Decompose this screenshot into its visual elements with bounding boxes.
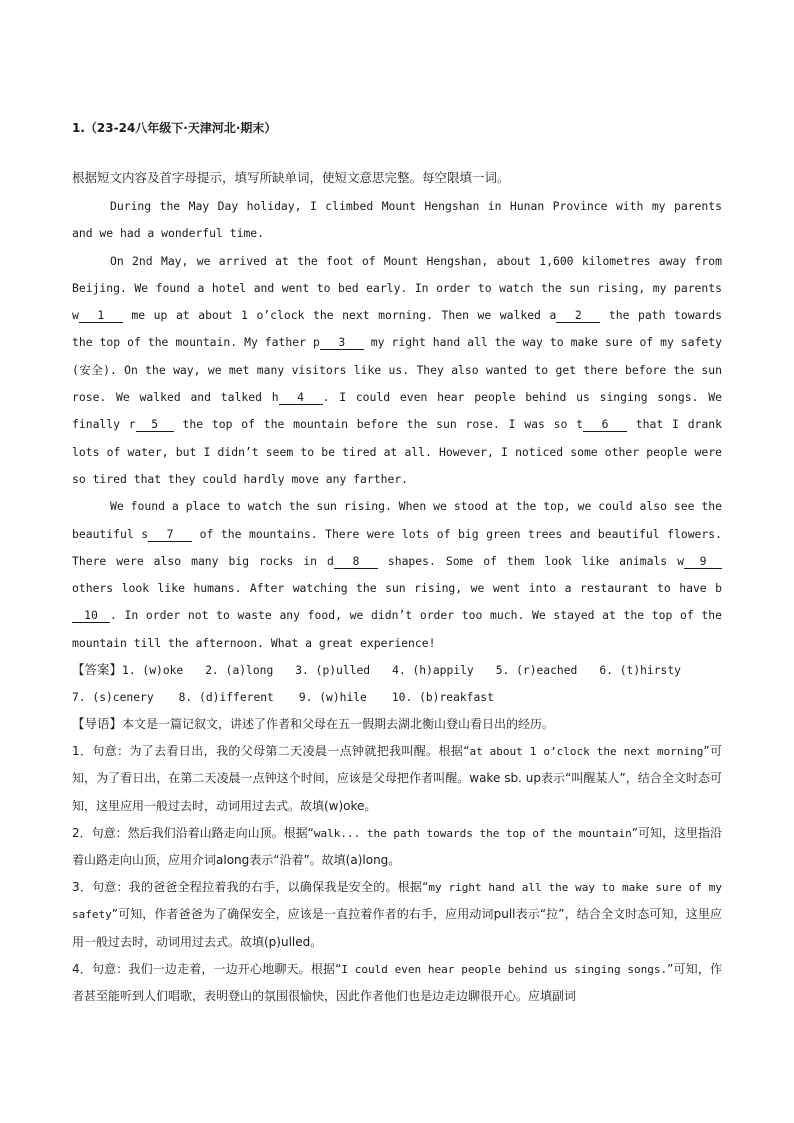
- explanation-2: 2．句意：然后我们沿着山路走向山顶。根据“walk... the path towards the top of the mountain”可知，这里指沿着山路走向山顶，应用介词along表示“沿着”。故填(a)long。: [72, 825, 722, 868]
- answer-item: 4. (h)appily: [392, 664, 474, 677]
- answer-item: 6. (t)hirsty: [599, 664, 681, 677]
- passage-paragraph-1: During the May Day holiday, I climbed Mount Hengshan in Hunan Province with my parents and we had a wonderful time.: [72, 199, 722, 241]
- blank-9[interactable]: 9: [684, 555, 722, 569]
- answer-label: 【答案】: [72, 662, 123, 677]
- answer-item: 3. (p)ulled: [295, 664, 371, 677]
- explanation-4: 4．句意：我们一边走着，一边开心地聊天。根据“I could even hear people behind us singing songs.”可知，作者甚至能听到人们唱歌，表明登山的氛围很愉快，因此作者他们也是边走边聊很开心。应填副词: [72, 961, 722, 1004]
- answer-item: 1. (w)oke: [122, 664, 184, 677]
- answer-row-2: [72, 684, 722, 711]
- answer-item: 9. (w)hile: [298, 691, 367, 705]
- answer-item: 10. (b)reakfast: [391, 691, 494, 705]
- cloze-passage: [72, 193, 722, 657]
- blank-4[interactable]: 4: [279, 391, 323, 405]
- blank-5[interactable]: 5: [136, 418, 174, 432]
- passage-paragraph-2: On 2nd May, we arrived at the foot of Mount Hengshan, about 1,600 kilometres away from Beijing. We found a hotel and went to bed early. In order to watch the sun rising, my parents w 1 me up at about 1 o’clock the next morning. Then we walked a 2 the path towards the top of the mountain. My father p 3 my right hand all the way to make sure of my safety (安全). On the way, we met many visitors like us. They also wanted to get there before the sun rose. We walked and talked h 4 . I could even hear people behind us singing songs. We finally r 5 the top of the mountain before the sun rose. I was so t 6 that I drank lots of water, but I didn’t seem to be tired at all. However, I noticed some other people were so tired that they could hardly move any farther.: [72, 253, 722, 486]
- answer-item: 8. (d)ifferent: [178, 691, 274, 705]
- answer-item: 7. (s)cenery: [72, 691, 154, 705]
- blank-1[interactable]: 1: [79, 309, 123, 323]
- blank-8[interactable]: 8: [334, 555, 378, 569]
- explanation-1: 1．句意：为了去看日出，我的父母第二天凌晨一点钟就把我叫醒。根据“at about 1 o’clock the next morning”可知，为了看日出，在第二天凌晨一点钟这个时间，应该是父母把作者叫醒。wake sb. up表示“叫醒某人”，结合全文时态可知，这里应用一般过去时，动词用过去式。故填(w)oke。: [72, 744, 723, 813]
- answer-item: 2. (a)long: [205, 664, 274, 677]
- blank-10[interactable]: 10: [72, 609, 110, 623]
- blank-3[interactable]: 3: [320, 336, 364, 350]
- blank-2[interactable]: 2: [556, 309, 600, 323]
- question-instruction: 根据短文内容及首字母提示，填写所缺单词，使短文意思完整。每空限填一词。: [72, 170, 510, 185]
- answer-item: 5. (r)eached: [495, 664, 578, 677]
- blank-6[interactable]: 6: [583, 418, 627, 432]
- passage-paragraph-3: We found a place to watch the sun rising. When we stood at the top, we could also see the beautiful s 7 of the mountains. There were lots of big green trees and beautiful flowers. There were also many big rocks in d 8 shapes. Some of them look like animals w 9 others look like humans. After watching the sun rising, we went into a restaurant to have b10 . In order not to waste any food, we didn’t order too much. We stayed at the top of the mountain till the afternoon. What a great experience!: [72, 499, 722, 650]
- guide-label: 【导语】: [72, 716, 123, 731]
- answer-key: [72, 656, 722, 712]
- explanation-3: 3．句意：我的爸爸全程拉着我的右手，以确保我是安全的。根据“my right hand all the way to make sure of my safety”可知，作者爸爸为了确保安全，应该是一直拉着作者的右手，应用动词pull表示“拉”，结合全文时态可知，这里应用一般过去时，动词用过去式。故填(p)ulled。: [72, 880, 722, 949]
- question-title: 1.（23-24八年级下·天津河北·期末）: [72, 121, 277, 135]
- answer-row-1: [72, 656, 722, 684]
- guide-intro: 【导语】本文是一篇记叙文，讲述了作者和父母在五一假期去湖北衡山登山看日出的经历。: [72, 716, 555, 731]
- blank-7[interactable]: 7: [148, 528, 192, 542]
- explanation-section: [72, 710, 722, 1010]
